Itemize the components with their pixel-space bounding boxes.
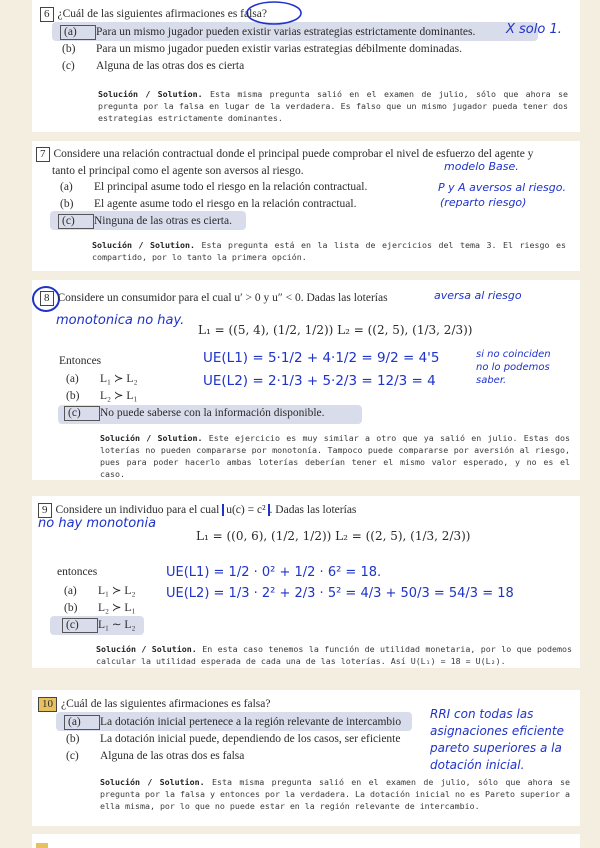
handwritten-note: X solo 1.: [506, 22, 562, 37]
option-c[interactable]: (c) Alguna de las otras dos es falsa: [66, 750, 245, 762]
handwritten-calc: UE(L1) = 1/2 · 0² + 1/2 · 6² = 18.: [166, 565, 382, 580]
option-c[interactable]: (c) Alguna de las otras dos es cierta: [62, 60, 245, 72]
option-b[interactable]: (b) La dotación inicial puede, dependiendo de los casos, ser eficiente: [66, 733, 401, 745]
entonces-label: entonces: [57, 566, 98, 578]
option-b[interactable]: (b) Para un mismo jugador pueden existir varias estrategias débilmente dominadas.: [62, 43, 462, 55]
question-number: 7: [36, 147, 50, 162]
option-a[interactable]: (a) Para un mismo jugador pueden existir varias estrategias estrictamente dominantes.: [62, 24, 562, 41]
handwritten-calc: UE(L2) = 2·1/3 + 5·2/3 = 12/3 = 4: [203, 373, 436, 389]
question-6-card: [32, 0, 580, 132]
question-text: ¿Cuál de las siguientes afirmaciones es falsa?: [57, 8, 267, 20]
question-number: 10: [38, 697, 57, 712]
solution-text: Solución / Solution. Esta misma pregunta salió en el examen de julio, sólo que ahora se pregunta por la falsa y entonces por la verdadera. La dotación inicial no es Pareto superior a ella misma, por lo que no puede estar en la región relevante de intercambio.: [100, 777, 570, 812]
question-text: ¿Cuál de las siguientes afirmaciones es falsa?: [61, 698, 271, 710]
question-number-marker: [36, 843, 48, 848]
lotteries-formula: L₁ = ((0, 6), (1/2, 1/2)) L₂ = ((2, 5), (1/3, 2/3)): [196, 529, 471, 543]
question-header: [40, 290, 388, 307]
handwritten-note: aversa al riesgo: [434, 289, 522, 302]
options-list: [60, 179, 440, 230]
solution-text: Solución / Solution. En esta caso tenemos la función de utilidad monetaria, por lo que podemos calcular la utilidad esperada de cada una de las loterías. Así U(L₁) = 18 = U(L₂).: [96, 644, 572, 667]
option-a[interactable]: (a) L₁ ≻ L₂: [64, 585, 136, 597]
option-a[interactable]: (a) L₁ ≻ L₂: [66, 373, 138, 385]
entonces-label: Entonces: [59, 355, 102, 367]
handwritten-note: (reparto riesgo): [440, 196, 527, 209]
options-list: [66, 714, 416, 765]
question-text-cont: tanto el principal como el agente son aversos al riesgo.: [52, 164, 304, 177]
question-text: Considere una relación contractual donde el principal puede comprobar el nivel de esfuerzo del agente y: [53, 148, 534, 160]
handwritten-note: RRI con todas las asignaciones eficiente pareto superiores a la dotación inicial.: [430, 707, 564, 772]
solution-text: Solución / Solution. Este ejercicio es muy similar a otro que ya salió en julio. Estas dos loterías no pueden compararse por monotonía. Tampoco puede compararse por aversión al riesgo, pues para poder hacerlo ambas loterías deberían tener el mismo valor esperado, y no es el caso.: [100, 433, 571, 480]
question-header: [36, 146, 533, 179]
next-question-card: [32, 834, 580, 848]
option-b[interactable]: (b) El agente asume todo el riesgo en la relación contractual.: [60, 198, 357, 210]
handwritten-note: modelo Base.: [444, 160, 519, 173]
question-text: Considere un individuo para el cual: [55, 504, 220, 516]
question-text-cont: . Dadas las loterías: [269, 504, 357, 516]
option-c[interactable]: (c) No puede saberse con la información disponible.: [66, 405, 386, 422]
question-number: 9: [38, 503, 52, 518]
handwritten-note: P y A aversos al riesgo.: [438, 181, 566, 194]
handwritten-note: monotonica no hay.: [56, 313, 185, 328]
option-c[interactable]: (c) Ninguna de las otras es cierta.: [60, 213, 440, 230]
question-text: Considere un consumidor para el cual u′ > 0 y u″ < 0. Dadas las loterías: [57, 292, 388, 304]
handwritten-note: si no coinciden no lo podemos saber.: [476, 349, 551, 386]
question-number: 6: [40, 7, 54, 22]
lotteries-formula: L₁ = ((5, 4), (1/2, 1/2)) L₂ = ((2, 5), (1/3, 2/3)): [198, 323, 473, 337]
options-list: [64, 583, 184, 634]
option-a[interactable]: (a) La dotación inicial pertenece a la región relevante de intercambio: [66, 714, 416, 731]
option-c[interactable]: (c) L₁ ∼ L₂: [64, 617, 184, 634]
solution-text: Solución / Solution. Esta pregunta está en la lista de ejercicios del tema 3. El riesgo es compartido, por lo tanto la primera opción.: [92, 240, 567, 263]
question-header: [38, 696, 270, 713]
option-b[interactable]: (b) L₂ ≻ L₁: [64, 602, 136, 614]
option-b[interactable]: (b) L₂ ≻ L₁: [66, 390, 138, 402]
handwritten-calc: UE(L2) = 1/3 · 2² + 2/3 · 5² = 4/3 + 50/3 = 54/3 = 18: [166, 586, 514, 601]
solution-text: Solución / Solution. Esta misma pregunta salió en el examen de julio, sólo que ahora se pregunta por la falsa en lugar de la verdadera. Es falso que un mismo jugador pueda tener dos estrategias estrictamente dominantes.: [98, 89, 568, 124]
utility-function: u(c) = c²: [222, 504, 269, 516]
question-number: 8: [40, 291, 54, 306]
question-header: [40, 6, 267, 23]
handwritten-note: no hay monotonia: [38, 516, 157, 531]
question-header: [38, 502, 356, 519]
options-list: [62, 24, 562, 75]
option-a[interactable]: (a) El principal asume todo el riesgo en la relación contractual.: [60, 181, 368, 193]
options-list: [66, 371, 386, 422]
handwritten-calc: UE(L1) = 5·1/2 + 4·1/2 = 9/2 = 4'5: [203, 350, 440, 366]
